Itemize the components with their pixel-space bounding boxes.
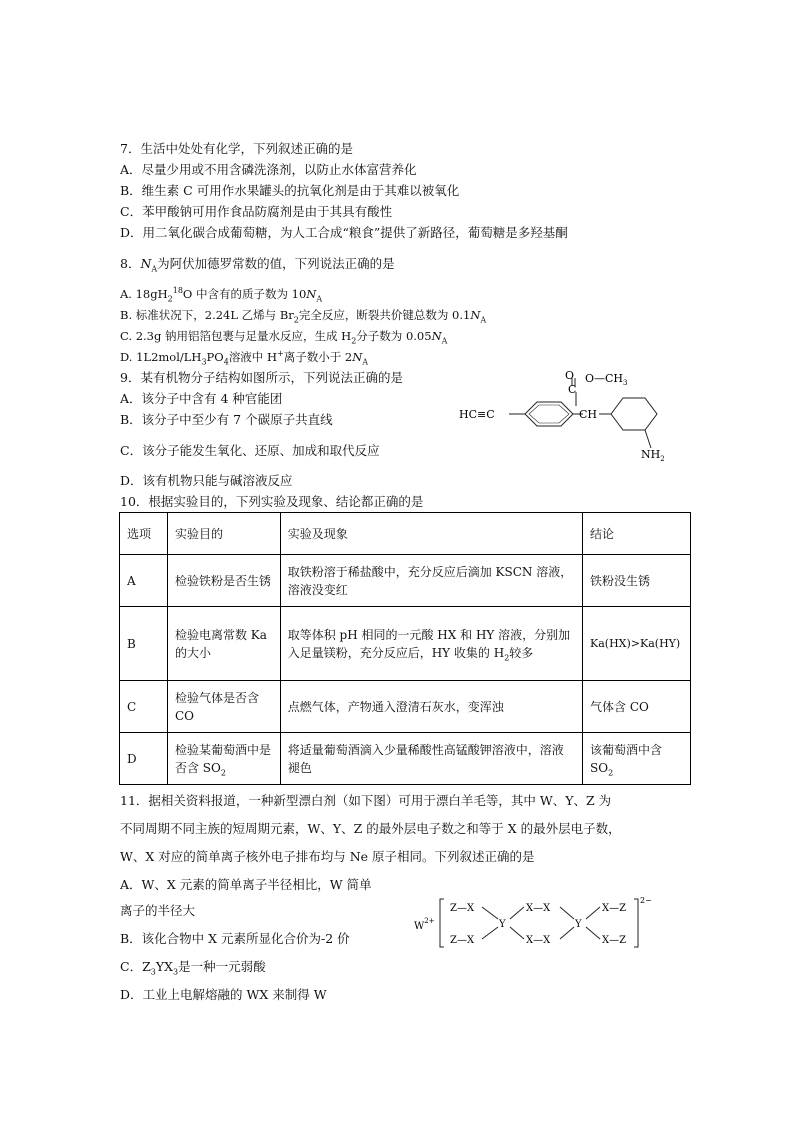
cell-option: C xyxy=(120,681,168,733)
cell-experiment: 点燃气体，产物通入澄清石灰水，变浑浊 xyxy=(280,681,582,733)
cell-experiment: 取铁粉溶于稀盐酸中，充分反应后滴加 KSCN 溶液，溶液没变红 xyxy=(280,555,582,607)
q8-a-sub: 2 xyxy=(167,294,173,304)
q8-d-text2: 溶液中 H xyxy=(228,350,277,364)
cell-conclusion: Ka(HX)>Ka(HY) xyxy=(583,607,691,681)
xz-bottom: X—Z xyxy=(602,935,627,946)
q11-line3: W、X 对应的简单离子核外电子排布均与 Ne 原子相同。下列叙述正确的是 xyxy=(120,849,535,864)
table-row xyxy=(120,607,691,681)
q8-b-sub: 2 xyxy=(293,315,299,325)
q10-stem: 10．根据实验目的，下列实验及现象、结论都正确的是 xyxy=(120,494,424,509)
cell-experiment: 将适量葡萄酒滴入少量稀酸性高锰酸钾溶液中，溶液褪色 xyxy=(280,733,582,785)
q11-option-a-line1: A．W、X 元素的简单离子半径相比，W 简单 xyxy=(120,877,372,892)
concl-sub: 2 xyxy=(608,767,614,777)
q8-d-mid: PO xyxy=(206,350,224,364)
ch-group: CH xyxy=(579,408,598,421)
na-subscript: A xyxy=(316,294,323,304)
na-subscript: A xyxy=(362,357,369,367)
cell-option: D xyxy=(120,733,168,785)
q11-line2: 不同周期不同主族的短周期元素，W、Y、Z 的最外层电子数之和等于 X 的最外层电子数， xyxy=(120,821,621,836)
q8-number: 8． xyxy=(120,256,141,271)
w-label: W xyxy=(414,921,425,932)
q11-c-mid: YX xyxy=(155,959,173,974)
xx-top: X—X xyxy=(526,903,551,914)
cell-purpose: 检验气体是否含 CO xyxy=(167,681,280,733)
na-symbol: N xyxy=(431,329,442,343)
cell-option: B xyxy=(120,607,168,681)
q8-d-sub2: 4 xyxy=(223,357,229,367)
q11-option-d: D．工业上电解熔融的 WX 来制得 W xyxy=(120,987,327,1002)
alkyne-group: HC≡C xyxy=(459,408,495,421)
table-row xyxy=(120,555,691,607)
q7-option-a: A．尽量少用或不用含磷洗涤剂，以防止水体富营养化 xyxy=(120,162,417,177)
ester-text: O—CH xyxy=(585,372,624,385)
anion-charge: 2− xyxy=(640,896,652,905)
exp-text2: 较多 xyxy=(509,645,534,660)
ester-group xyxy=(585,372,628,387)
q9-stem: 9．某有机物分子结构如图所示，下列说法正确的是 xyxy=(120,370,403,385)
y-right: Y xyxy=(575,919,582,930)
na-symbol: N xyxy=(352,350,363,364)
q8-option-c xyxy=(120,327,447,345)
na-subscript: A xyxy=(151,264,158,274)
header-conclusion: 结论 xyxy=(583,513,691,555)
q8-c-text: C. 2.3g 钠用铝箔包裹与足量水反应，生成 H xyxy=(120,329,352,343)
q8-d-sup: + xyxy=(277,349,284,359)
na-symbol: N xyxy=(140,256,152,271)
q9-option-c: C．该分子能发生氧化、还原、加成和取代反应 xyxy=(120,443,380,458)
purpose-sub: 2 xyxy=(220,767,226,777)
xz-top: X—Z xyxy=(602,903,627,914)
q8-stem-text: 为阿伏加德罗常数的值，下列说法正确的是 xyxy=(157,256,395,271)
q9-option-b: B．该分子中至少有 7 个碳原子共直线 xyxy=(120,412,333,427)
q7-option-c: C．苯甲酸钠可用作食品防腐剂是由于其具有酸性 xyxy=(120,204,393,219)
q11-c-text2: 是一种一元弱酸 xyxy=(178,959,266,974)
cell-purpose xyxy=(167,733,280,785)
molecule-structure xyxy=(455,368,700,468)
q8-stem xyxy=(120,255,395,273)
q7-option-d: D．用二氧化碳合成葡萄糖，为人工合成“粮食”提供了新路径，葡萄糖是多羟基酮 xyxy=(120,225,568,240)
zx-top: Z—X xyxy=(450,903,475,914)
bleach-structure xyxy=(412,893,657,955)
q8-d-text3: 离子数小于 2 xyxy=(283,350,353,364)
zx-bottom: Z—X xyxy=(450,935,475,946)
table-row xyxy=(120,733,691,785)
q11-option-a-line2: 离子的半径大 xyxy=(120,903,196,918)
amine-text: NH xyxy=(641,448,661,461)
q8-a-sup: 18 xyxy=(172,286,183,296)
cell-conclusion: 气体含 CO xyxy=(583,681,691,733)
q8-option-a xyxy=(120,285,322,303)
na-symbol: N xyxy=(470,308,481,322)
y-left: Y xyxy=(499,919,506,930)
q8-a-text: A. 18gH xyxy=(120,287,168,301)
cell-conclusion xyxy=(583,733,691,785)
amine-sub: 2 xyxy=(660,455,665,463)
q8-b-text2: 完全反应，断裂共价键总数为 0.1 xyxy=(298,308,471,322)
exp-sub: 2 xyxy=(504,652,510,662)
cell-purpose: 检验电离常数 Ka 的大小 xyxy=(167,607,280,681)
o-top: O xyxy=(565,369,575,382)
header-option: 选项 xyxy=(120,513,168,555)
exp-text: 取等体积 pH 相同的一元酸 HX 和 HY 溶液，分别加入足量镁粉，充分反应后，HY 收集的 H xyxy=(287,627,571,660)
q11-c-text: C．Z xyxy=(120,959,151,974)
q8-option-b xyxy=(120,306,486,324)
q8-option-d xyxy=(120,348,368,366)
q11-c-sub2: 3 xyxy=(173,967,179,977)
amine-group xyxy=(641,448,665,463)
table-row xyxy=(120,681,691,733)
q9-option-a: A．该分子中含有 4 种官能团 xyxy=(120,391,283,406)
cell-experiment xyxy=(280,607,582,681)
q11-option-c xyxy=(120,958,266,976)
q11-c-sub1: 3 xyxy=(150,967,156,977)
q11-line1: 11．据相关资料报道，一种新型漂白剂（如下图）可用于漂白羊毛等，其中 W、Y、Z 为 xyxy=(120,793,612,808)
ester-sub: 3 xyxy=(623,379,628,387)
na-symbol: N xyxy=(306,287,317,301)
concl-text: 该葡萄酒中含 SO xyxy=(590,742,663,775)
xx-bottom: X—X xyxy=(526,935,551,946)
cell-conclusion: 铁粉没生锈 xyxy=(583,555,691,607)
q8-b-text: B. 标准状况下，2.24L 乙烯与 Br xyxy=(120,308,294,322)
table-header-row xyxy=(120,513,691,555)
header-experiment: 实验及现象 xyxy=(280,513,582,555)
na-subscript: A xyxy=(480,315,487,325)
q11-option-b: B．该化合物中 X 元素所显化合价为-2 价 xyxy=(120,931,350,946)
q8-a-text2: O 中含有的质子数为 10 xyxy=(182,287,307,301)
carbonyl-c: C xyxy=(568,383,577,396)
q8-c-text2: 分子数为 0.05 xyxy=(356,329,432,343)
q9-option-d: D．该有机物只能与碱溶液反应 xyxy=(120,473,293,488)
cell-purpose: 检验铁粉是否生锈 xyxy=(167,555,280,607)
q8-d-text: D. 1L2mol/LH xyxy=(120,350,202,364)
q7-stem: 7．生活中处处有化学，下列叙述正确的是 xyxy=(120,141,353,156)
q7-option-b: B．维生素 C 可用作水果罐头的抗氧化剂是由于其难以被氧化 xyxy=(120,183,460,198)
experiment-table xyxy=(119,512,691,785)
w-ion xyxy=(414,917,435,932)
cell-option: A xyxy=(120,555,168,607)
q8-d-sub1: 3 xyxy=(201,357,207,367)
header-purpose: 实验目的 xyxy=(167,513,280,555)
na-subscript: A xyxy=(441,336,448,346)
q8-c-sub: 2 xyxy=(351,336,357,346)
purpose-text: 检验某葡萄酒中是否含 SO xyxy=(174,742,271,775)
w-charge: 2+ xyxy=(424,917,435,925)
